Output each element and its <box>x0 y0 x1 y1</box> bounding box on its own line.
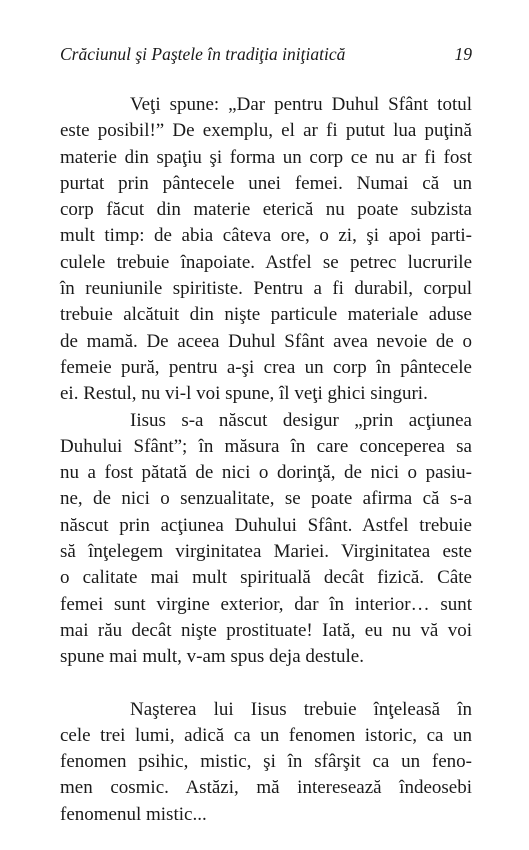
text-line: Naşterea lui Iisus trebuie înţeleasă în <box>130 698 472 720</box>
text-line: culele trebuie înapoiate. Astfel se petrec lucrurile <box>60 251 472 273</box>
header-title: Crăciunul şi Paştele în tradiţia iniţiatică <box>60 44 346 64</box>
paragraph-1 <box>60 92 472 408</box>
text-line: femei sunt virgine exterior, dar în interior… sunt <box>60 593 472 615</box>
text-line: mai rău decât nişte prostituate! Iată, eu nu vă voi <box>60 619 472 641</box>
paragraph-2 <box>60 408 472 671</box>
text-line: purtat prin pântecele unei femei. Numai că un <box>60 172 472 194</box>
text-line: fenomen psihic, mistic, şi în sfârşit ca un feno- <box>60 751 472 773</box>
text-line: în reuniunile spiritiste. Pentru a fi durabil, corpul <box>60 278 472 300</box>
text-line: men cosmic. Astăzi, mă interesează îndeosebi <box>60 777 472 799</box>
paragraph-3 <box>60 697 472 828</box>
text-line: mult timp: de abia câteva ore, o zi, şi apoi parti- <box>60 225 472 247</box>
text-line: fenomenul mistic... <box>60 803 207 825</box>
text-line: născut prin acţiunea Duhului Sfânt. Astfel trebuie <box>60 514 472 536</box>
text-line: Duhului Sfânt”; în măsura în care conceperea sa <box>60 435 472 457</box>
text-line: nu a fost pătată de nici o dorinţă, de nici o pasiu- <box>60 462 472 484</box>
body-text <box>60 92 472 828</box>
text-line: trebuie alcătuit din nişte particule materiale aduse <box>60 304 472 326</box>
text-line: femeie pură, pentru a-şi crea un corp în pântecele <box>60 356 472 378</box>
text-line: este posibil!” De exemplu, el ar fi putut lua puţină <box>60 120 472 142</box>
text-line: ne, de nici o senzualitate, se poate afirma că s-a <box>60 488 472 510</box>
running-header <box>60 44 472 72</box>
text-line: o calitate mai mult spirituală decât fizică. Câte <box>60 567 472 589</box>
text-line: de mamă. De aceea Duhul Sfânt avea nevoie de o <box>60 330 472 352</box>
text-line: corp făcut din materie eterică nu poate subzista <box>60 199 472 221</box>
text-line: să înţelegem virginitatea Mariei. Virginitatea este <box>60 541 472 563</box>
text-line: Iisus s-a născut desigur „prin acţiunea <box>130 409 472 431</box>
text-line: ei. Restul, nu vi-l voi spune, îl veţi ghici singuri. <box>60 383 428 405</box>
page-number: 19 <box>454 44 472 64</box>
text-line: materie din spaţiu şi forma un corp ce nu ar fi fost <box>60 146 472 168</box>
text-line: spune mai mult, v-am spus deja destule. <box>60 646 364 668</box>
text-line: cele trei lumi, adică ca un fenomen istoric, ca un <box>60 724 472 746</box>
text-line: Veţi spune: „Dar pentru Duhul Sfânt totul <box>130 94 472 115</box>
